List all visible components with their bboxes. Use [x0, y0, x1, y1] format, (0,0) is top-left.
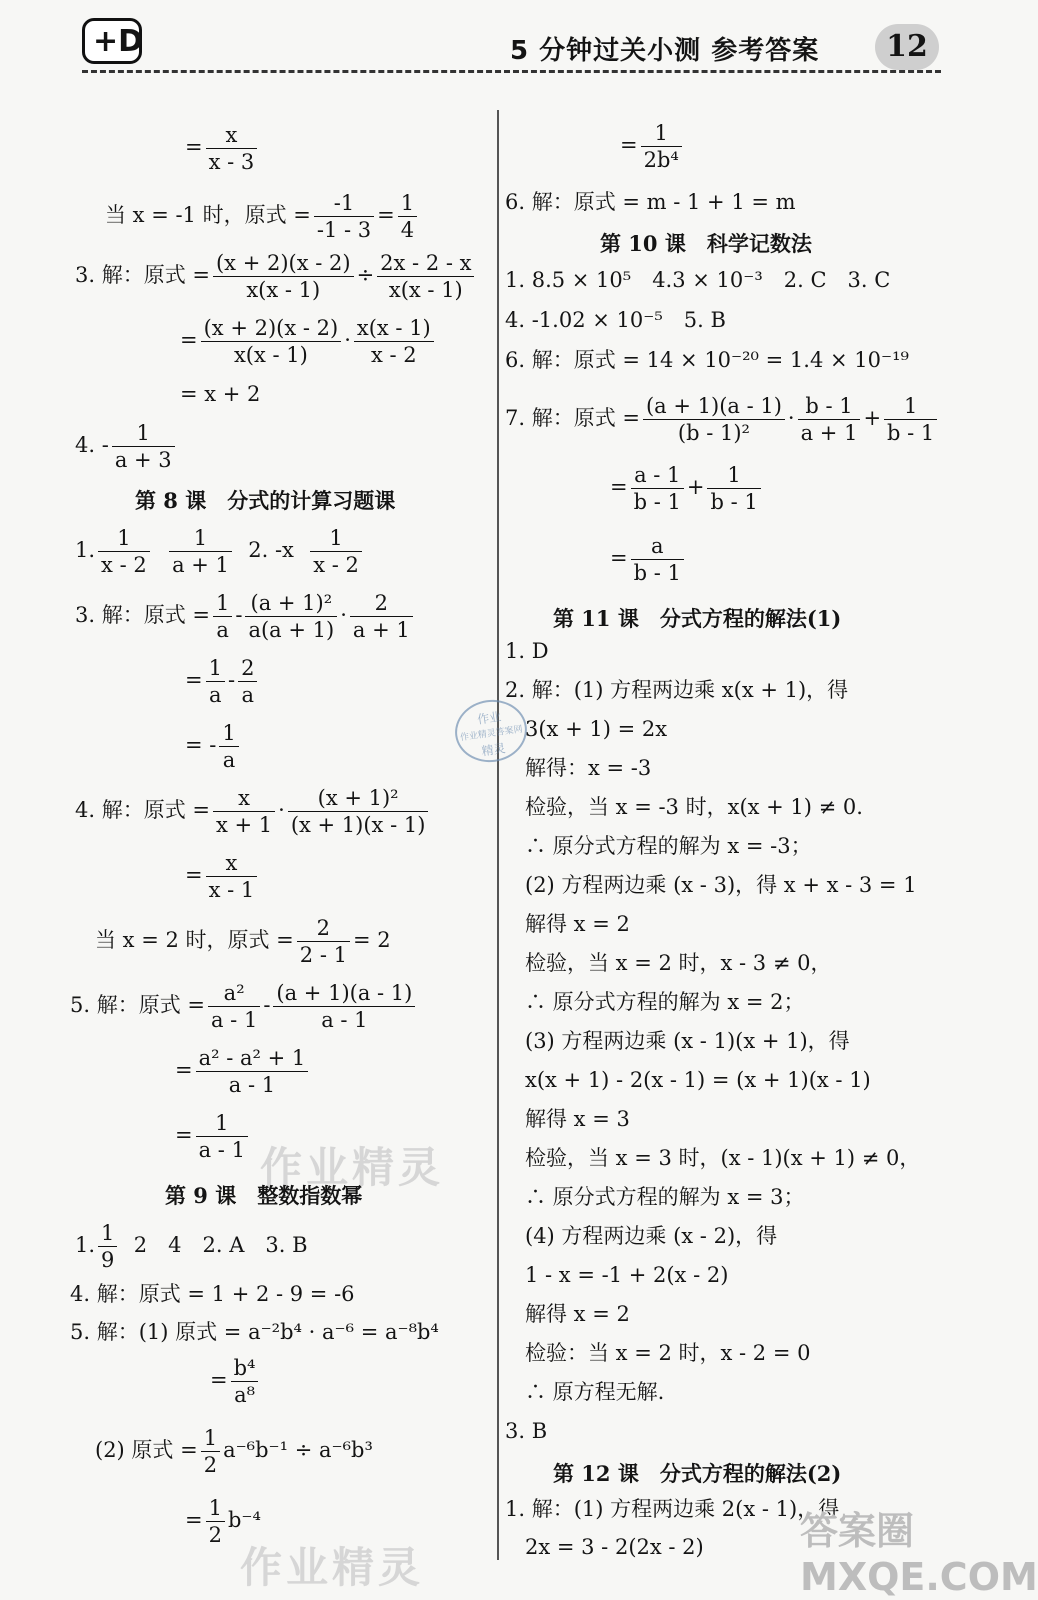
eq-line: = $\frac{1}{a}$ - $\frac{2}{a}$: [185, 655, 260, 708]
eq-line: 当 x = -1 时，原式 = $\frac{-1}{-1 - 3}$ = $\frac{1}{4}$: [105, 190, 420, 243]
eq-line: = $\frac{1}{a - 1}$: [175, 1110, 251, 1163]
lesson-heading: 第 10 课 科学记数法: [600, 231, 812, 256]
list-item: 2. 解：(1) 方程两边乘 x(x + 1)，得: [505, 678, 849, 702]
eq-line: 4. 解：原式 = 1 + 2 - 9 = -6: [70, 1282, 355, 1306]
list-item: ∴ 原分式方程的解为 x = 3；: [525, 1185, 805, 1209]
eq-line: 5. 解：(1) 原式 = a⁻²b⁴ · a⁻⁶ = a⁻⁸b⁴: [70, 1320, 439, 1344]
list-item: (4) 方程两边乘 (x - 2)，得: [525, 1224, 778, 1248]
header-divider: [82, 70, 941, 73]
logo-glyph: +D: [93, 24, 144, 59]
list-item: ∴ 原方程无解.: [525, 1380, 665, 1404]
list-item: (2) 方程两边乘 (x - 3)，得 x + x - 3 = 1: [525, 873, 917, 897]
eq-line: = $\frac{(x + 2)(x - 2)}{x(x - 1)}$ · $\frac{x(x - 1)}{x - 2}$: [180, 315, 437, 368]
watermark: 作业精灵: [260, 1143, 445, 1192]
page-number: 12: [875, 24, 939, 70]
eq-line: = x + 2: [180, 382, 261, 406]
eq-line: = $\frac{1}{2}$ b⁻⁴: [185, 1496, 261, 1547]
eq-line: 4. 解：原式 = $\frac{x}{x + 1}$ · $\frac{\text{(x + 1)²}}{(x + 1)(x - 1)}$: [75, 785, 431, 838]
list-item: ∴ 原分式方程的解为 x = -3；: [525, 834, 812, 858]
lesson-heading: 第 11 课 分式方程的解法(1): [553, 606, 842, 631]
list-item: 解得 x = 2: [525, 912, 630, 936]
list-item: 1 - x = -1 + 2(x - 2): [525, 1263, 729, 1287]
eq-line: 5. 解：原式 = $\frac{\text{a²}}{a - 1}$ - $\frac{(a + 1)(a - 1)}{a - 1}$: [70, 980, 418, 1033]
column-divider: [497, 110, 499, 1560]
eq-line: = $\frac{\text{b⁴}}{\text{a⁸}}$: [210, 1355, 261, 1408]
eq-line: = $\frac{x}{x - 1}$: [185, 850, 260, 903]
eq-line: = $\frac{a - 1}{b - 1}$ + $\frac{1}{b - 1}$: [610, 462, 764, 515]
eq-line: 4. -1.02 × 10⁻⁵ 5. B: [505, 308, 726, 332]
list-item: 检验，当 x = -3 时，x(x + 1) ≠ 0.: [525, 795, 863, 819]
eq-line: (2) 原式 = $\frac{1}{2}$ a⁻⁶b⁻¹ ÷ a⁻⁶b³: [95, 1426, 373, 1477]
eq-line: 3. 解：原式 = $\frac{(x + 2)(x - 2)}{x(x - 1)}$ ÷ $\frac{2x - 2 - x}{x(x - 1)}$: [75, 250, 477, 303]
eq-line: 1. 8.5 × 10⁵ 4.3 × 10⁻³ 2. C 3. C: [505, 268, 891, 292]
list-item: x(x + 1) - 2(x - 1) = (x + 1)(x - 1): [525, 1068, 871, 1092]
list-item: 3(x + 1) = 2x: [525, 717, 668, 741]
publisher-logo: [82, 18, 142, 64]
eq-line: = $\frac{x}{x - 3}$: [185, 122, 260, 175]
site-watermark: 答案圈 MXQE.COM: [800, 1509, 1038, 1599]
eq-line: = $\frac{a}{b - 1}$: [610, 533, 687, 586]
list-item: 检验，当 x = 3 时，(x - 1)(x + 1) ≠ 0，: [525, 1146, 921, 1170]
eq-line: 1. 解：(1) 方程两边乘 2(x - 1)，得: [505, 1497, 840, 1521]
eq-line: = $\frac{1}{\text{2b⁴}}$: [620, 120, 685, 173]
list-item: 检验：当 x = 2 时，x - 2 = 0: [525, 1341, 811, 1365]
eq-line: 3. 解：原式 = $\frac{1}{a}$ - $\frac{\text{(a + 1)²}}{a(a + 1)}$ · $\frac{2}{a + 1}$: [75, 590, 416, 643]
eq-line: 4. - $\frac{1}{a + 3}$: [75, 420, 178, 473]
list-item: (3) 方程两边乘 (x - 1)(x + 1)，得: [525, 1029, 850, 1053]
list-item: 1. D: [505, 639, 549, 663]
lesson-heading: 第 9 课 整数指数幂: [165, 1183, 363, 1208]
eq-line: 6. 解：原式 = 14 × 10⁻²⁰ = 1.4 × 10⁻¹⁹: [505, 348, 909, 372]
lesson-heading: 第 12 课 分式方程的解法(2): [553, 1461, 842, 1486]
list-item: 检验，当 x = 2 时，x - 3 ≠ 0，: [525, 951, 832, 975]
eq-line: = $\frac{\text{a² - a² + 1}}{a - 1}$: [175, 1045, 311, 1098]
eq-line: 当 x = 2 时，原式 = $\frac{2}{2 - 1}$ = 2: [95, 916, 391, 967]
eq-line: = - $\frac{1}{a}$: [185, 720, 242, 773]
list-item: 3. B: [505, 1419, 548, 1443]
lesson-heading: 第 8 课 分式的计算习题课: [135, 488, 396, 513]
list-item: 解得 x = 3: [525, 1107, 630, 1131]
list-item: 解得：x = -3: [525, 756, 652, 780]
list-item: 解得 x = 2: [525, 1302, 630, 1326]
stamp: 作业 作业精灵答案网 精灵: [451, 695, 531, 766]
list-item: ∴ 原分式方程的解为 x = 2；: [525, 990, 805, 1014]
eq-line: 1. $\frac{1}{9}$ 2 4 2. A 3. B: [75, 1221, 308, 1272]
eq-line: 6. 解：原式 = m - 1 + 1 = m: [505, 190, 796, 214]
eq-line: 2x = 3 - 2(2x - 2): [525, 1535, 704, 1559]
header-title: 5 分钟过关小测 参考答案: [510, 36, 820, 66]
watermark: 作业精灵: [240, 1543, 425, 1592]
eq-line: 1. $\frac{1}{x - 2}$ $\frac{1}{a + 1}$ 2. -x $\frac{1}{x - 2}$: [75, 525, 365, 578]
eq-line: 7. 解：原式 = $\frac{(a + 1)(a - 1)}{\text{(b - 1)²}}$ · $\frac{b - 1}{a + 1}$ + $\frac{1}{b - 1}$: [505, 393, 940, 446]
